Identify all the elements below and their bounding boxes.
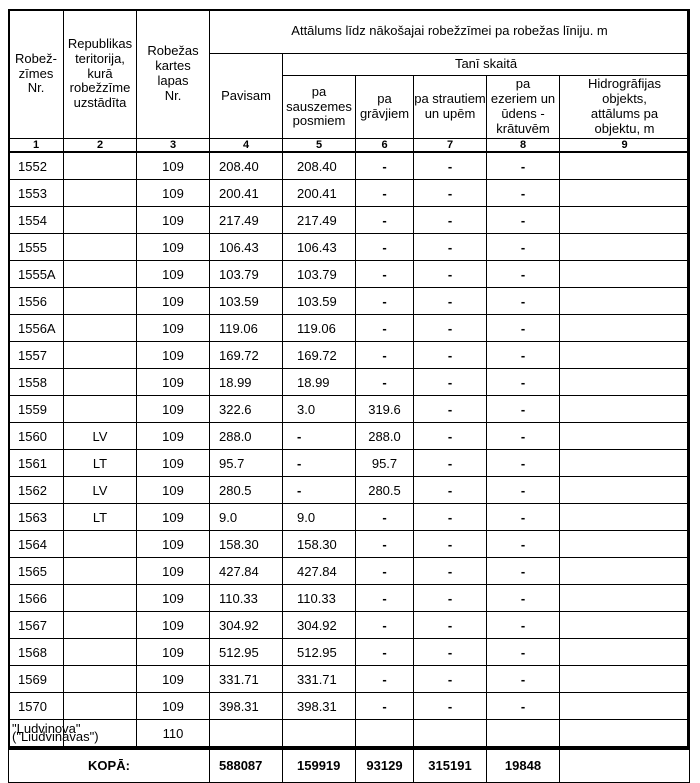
- river-distance-cell: -: [414, 152, 487, 180]
- map-sheet-cell: 109: [137, 288, 210, 315]
- republic-cell: LT: [64, 504, 137, 531]
- river-distance-cell: -: [414, 234, 487, 261]
- map-sheet-cell: 109: [137, 450, 210, 477]
- map-sheet-cell: 109: [137, 234, 210, 261]
- marker-nr-cell: 1562: [9, 477, 64, 504]
- total-distance-cell: 200.41: [210, 180, 283, 207]
- marker-nr-cell: "Ludvinova" ("Liudvinavas"): [9, 720, 64, 748]
- map-sheet-cell: 109: [137, 152, 210, 180]
- ditch-distance-cell: -: [356, 261, 414, 288]
- marker-nr-cell: 1557: [9, 342, 64, 369]
- totals-total: 588087: [210, 747, 283, 783]
- land-distance-cell: 110.33: [283, 585, 356, 612]
- land-distance-cell: 208.40: [283, 152, 356, 180]
- land-distance-cell: 200.41: [283, 180, 356, 207]
- ditch-distance-cell: -: [356, 207, 414, 234]
- header-river: pa strautiem un upēm: [414, 76, 487, 139]
- river-distance-cell: -: [414, 558, 487, 585]
- totals-ditch: 93129: [356, 747, 414, 783]
- ditch-distance-cell: -: [356, 504, 414, 531]
- header-hydro: Hidrogrāfijas objekts, attālums pa objektu, m: [560, 76, 690, 139]
- marker-nr-cell: 1568: [9, 639, 64, 666]
- marker-nr-cell: 1553: [9, 180, 64, 207]
- river-distance-cell: -: [414, 450, 487, 477]
- lake-distance-cell: -: [487, 477, 560, 504]
- total-distance-cell: 169.72: [210, 342, 283, 369]
- republic-cell: LV: [64, 477, 137, 504]
- land-distance-cell: 427.84: [283, 558, 356, 585]
- marker-nr-cell: 1554: [9, 207, 64, 234]
- lake-distance-cell: -: [487, 585, 560, 612]
- header-lake: pa ezeriem un ūdens - krātuvēm: [487, 76, 560, 139]
- lake-distance-cell: -: [487, 180, 560, 207]
- land-distance-cell: 3.0: [283, 396, 356, 423]
- total-distance-cell: 427.84: [210, 558, 283, 585]
- land-distance-cell: 217.49: [283, 207, 356, 234]
- total-distance-cell: 110.33: [210, 585, 283, 612]
- lake-distance-cell: -: [487, 558, 560, 585]
- river-distance-cell: -: [414, 207, 487, 234]
- river-distance-cell: -: [414, 585, 487, 612]
- river-distance-cell: -: [414, 504, 487, 531]
- ditch-distance-cell: 280.5: [356, 477, 414, 504]
- lake-distance-cell: -: [487, 261, 560, 288]
- ditch-distance-cell: 95.7: [356, 450, 414, 477]
- column-number: 9: [560, 139, 690, 153]
- land-distance-cell: 119.06: [283, 315, 356, 342]
- land-distance-cell: 9.0: [283, 504, 356, 531]
- total-distance-cell: 119.06: [210, 315, 283, 342]
- river-distance-cell: -: [414, 666, 487, 693]
- land-distance-cell: 398.31: [283, 693, 356, 720]
- map-sheet-cell: 110: [137, 720, 210, 748]
- totals-label: KOPĀ:: [9, 747, 210, 783]
- total-distance-cell: 95.7: [210, 450, 283, 477]
- total-distance-cell: 322.6: [210, 396, 283, 423]
- column-number: 3: [137, 139, 210, 153]
- header-total: Pavisam: [210, 54, 283, 139]
- river-distance-cell: -: [414, 288, 487, 315]
- land-distance-cell: 18.99: [283, 369, 356, 396]
- ditch-distance-cell: 288.0: [356, 423, 414, 450]
- total-distance-cell: 331.71: [210, 666, 283, 693]
- ditch-distance-cell: 319.6: [356, 396, 414, 423]
- map-sheet-cell: 109: [137, 585, 210, 612]
- column-number: 6: [356, 139, 414, 153]
- map-sheet-cell: 109: [137, 423, 210, 450]
- ditch-distance-cell: -: [356, 558, 414, 585]
- total-distance-cell: 18.99: [210, 369, 283, 396]
- map-sheet-cell: 109: [137, 342, 210, 369]
- land-distance-cell: 106.43: [283, 234, 356, 261]
- ditch-distance-cell: -: [356, 152, 414, 180]
- map-sheet-cell: 109: [137, 207, 210, 234]
- river-distance-cell: -: [414, 180, 487, 207]
- lake-distance-cell: -: [487, 369, 560, 396]
- river-distance-cell: -: [414, 423, 487, 450]
- marker-nr-cell: 1555A: [9, 261, 64, 288]
- total-distance-cell: 398.31: [210, 693, 283, 720]
- map-sheet-cell: 109: [137, 180, 210, 207]
- map-sheet-cell: 109: [137, 504, 210, 531]
- total-distance-cell: 106.43: [210, 234, 283, 261]
- river-distance-cell: -: [414, 693, 487, 720]
- land-distance-cell: 169.72: [283, 342, 356, 369]
- ditch-distance-cell: -: [356, 666, 414, 693]
- ditch-distance-cell: -: [356, 639, 414, 666]
- map-sheet-cell: 109: [137, 612, 210, 639]
- marker-nr-cell: 1552: [9, 152, 64, 180]
- land-distance-cell: -: [283, 450, 356, 477]
- lake-distance-cell: -: [487, 531, 560, 558]
- map-sheet-cell: 109: [137, 666, 210, 693]
- lake-distance-cell: -: [487, 342, 560, 369]
- land-distance-cell: 331.71: [283, 666, 356, 693]
- total-distance-cell: 208.40: [210, 152, 283, 180]
- totals-lake: 19848: [487, 747, 560, 783]
- header-map-sheet: Robežas kartes lapas Nr.: [137, 10, 210, 139]
- marker-nr-cell: 1560: [9, 423, 64, 450]
- land-distance-cell: -: [283, 477, 356, 504]
- ditch-distance-cell: -: [356, 693, 414, 720]
- ditch-distance-cell: -: [356, 234, 414, 261]
- marker-nr-cell: 1561: [9, 450, 64, 477]
- ditch-distance-cell: -: [356, 585, 414, 612]
- lake-distance-cell: -: [487, 639, 560, 666]
- map-sheet-cell: 109: [137, 369, 210, 396]
- total-distance-cell: 512.95: [210, 639, 283, 666]
- map-sheet-cell: 109: [137, 693, 210, 720]
- marker-nr-cell: 1556A: [9, 315, 64, 342]
- land-distance-cell: 304.92: [283, 612, 356, 639]
- map-sheet-cell: 109: [137, 558, 210, 585]
- total-distance-cell: 288.0: [210, 423, 283, 450]
- map-sheet-cell: 109: [137, 639, 210, 666]
- river-distance-cell: -: [414, 369, 487, 396]
- map-sheet-cell: 109: [137, 531, 210, 558]
- river-distance-cell: -: [414, 342, 487, 369]
- land-distance-cell: 512.95: [283, 639, 356, 666]
- ditch-distance-cell: -: [356, 315, 414, 342]
- column-number: 2: [64, 139, 137, 153]
- ditch-distance-cell: -: [356, 531, 414, 558]
- header-republic: Republikas teritorija, kurā robežzīme uzstādīta: [64, 10, 137, 139]
- marker-nr-cell: 1566: [9, 585, 64, 612]
- ditch-distance-cell: -: [356, 288, 414, 315]
- column-number: 5: [283, 139, 356, 153]
- table-outer-frame: [8, 9, 689, 750]
- river-distance-cell: -: [414, 612, 487, 639]
- river-distance-cell: -: [414, 315, 487, 342]
- column-number: 1: [9, 139, 64, 153]
- land-distance-cell: -: [283, 423, 356, 450]
- lake-distance-cell: -: [487, 396, 560, 423]
- map-sheet-cell: 109: [137, 261, 210, 288]
- header-land: pa sauszemes posmiem: [283, 76, 356, 139]
- lake-distance-cell: -: [487, 666, 560, 693]
- lake-distance-cell: -: [487, 612, 560, 639]
- column-number: 8: [487, 139, 560, 153]
- lake-distance-cell: -: [487, 423, 560, 450]
- totals-river: 315191: [414, 747, 487, 783]
- river-distance-cell: -: [414, 639, 487, 666]
- total-distance-cell: 103.59: [210, 288, 283, 315]
- land-distance-cell: 158.30: [283, 531, 356, 558]
- lake-distance-cell: -: [487, 288, 560, 315]
- totals-land: 159919: [283, 747, 356, 783]
- lake-distance-cell: -: [487, 693, 560, 720]
- river-distance-cell: -: [414, 531, 487, 558]
- header-distance-title: Attālums līdz nākošajai robežzīmei pa robežas līniju. m: [210, 10, 690, 54]
- republic-cell: LV: [64, 423, 137, 450]
- header-subgroup: Tanī skaitā: [283, 54, 690, 76]
- marker-nr-cell: 1563: [9, 504, 64, 531]
- map-sheet-cell: 109: [137, 315, 210, 342]
- lake-distance-cell: -: [487, 234, 560, 261]
- lake-distance-cell: -: [487, 315, 560, 342]
- total-distance-cell: 280.5: [210, 477, 283, 504]
- marker-nr-cell: 1555: [9, 234, 64, 261]
- ditch-distance-cell: -: [356, 369, 414, 396]
- total-distance-cell: 217.49: [210, 207, 283, 234]
- marker-nr-cell: 1558: [9, 369, 64, 396]
- ditch-distance-cell: -: [356, 342, 414, 369]
- total-distance-cell: 9.0: [210, 504, 283, 531]
- river-distance-cell: -: [414, 396, 487, 423]
- map-sheet-cell: 109: [137, 396, 210, 423]
- lake-distance-cell: -: [487, 207, 560, 234]
- marker-nr-cell: 1569: [9, 666, 64, 693]
- marker-nr-cell: 1565: [9, 558, 64, 585]
- lake-distance-cell: -: [487, 450, 560, 477]
- column-number: 7: [414, 139, 487, 153]
- total-distance-cell: 304.92: [210, 612, 283, 639]
- total-distance-cell: 158.30: [210, 531, 283, 558]
- lake-distance-cell: -: [487, 152, 560, 180]
- totals-row: [9, 747, 690, 783]
- total-distance-cell: 103.79: [210, 261, 283, 288]
- river-distance-cell: -: [414, 477, 487, 504]
- lake-distance-cell: -: [487, 504, 560, 531]
- land-distance-cell: 103.79: [283, 261, 356, 288]
- map-sheet-cell: 109: [137, 477, 210, 504]
- header-ditch: pa grāvjiem: [356, 76, 414, 139]
- marker-nr-cell: 1570: [9, 693, 64, 720]
- ditch-distance-cell: -: [356, 180, 414, 207]
- river-distance-cell: -: [414, 261, 487, 288]
- marker-nr-cell: 1556: [9, 288, 64, 315]
- header-marker-nr: Robež- zīmes Nr.: [9, 10, 64, 139]
- republic-cell: LT: [64, 450, 137, 477]
- column-number: 4: [210, 139, 283, 153]
- marker-nr-cell: 1567: [9, 612, 64, 639]
- marker-nr-cell: 1564: [9, 531, 64, 558]
- marker-nr-cell: 1559: [9, 396, 64, 423]
- ditch-distance-cell: -: [356, 612, 414, 639]
- land-distance-cell: 103.59: [283, 288, 356, 315]
- totals-hydro: [560, 747, 690, 783]
